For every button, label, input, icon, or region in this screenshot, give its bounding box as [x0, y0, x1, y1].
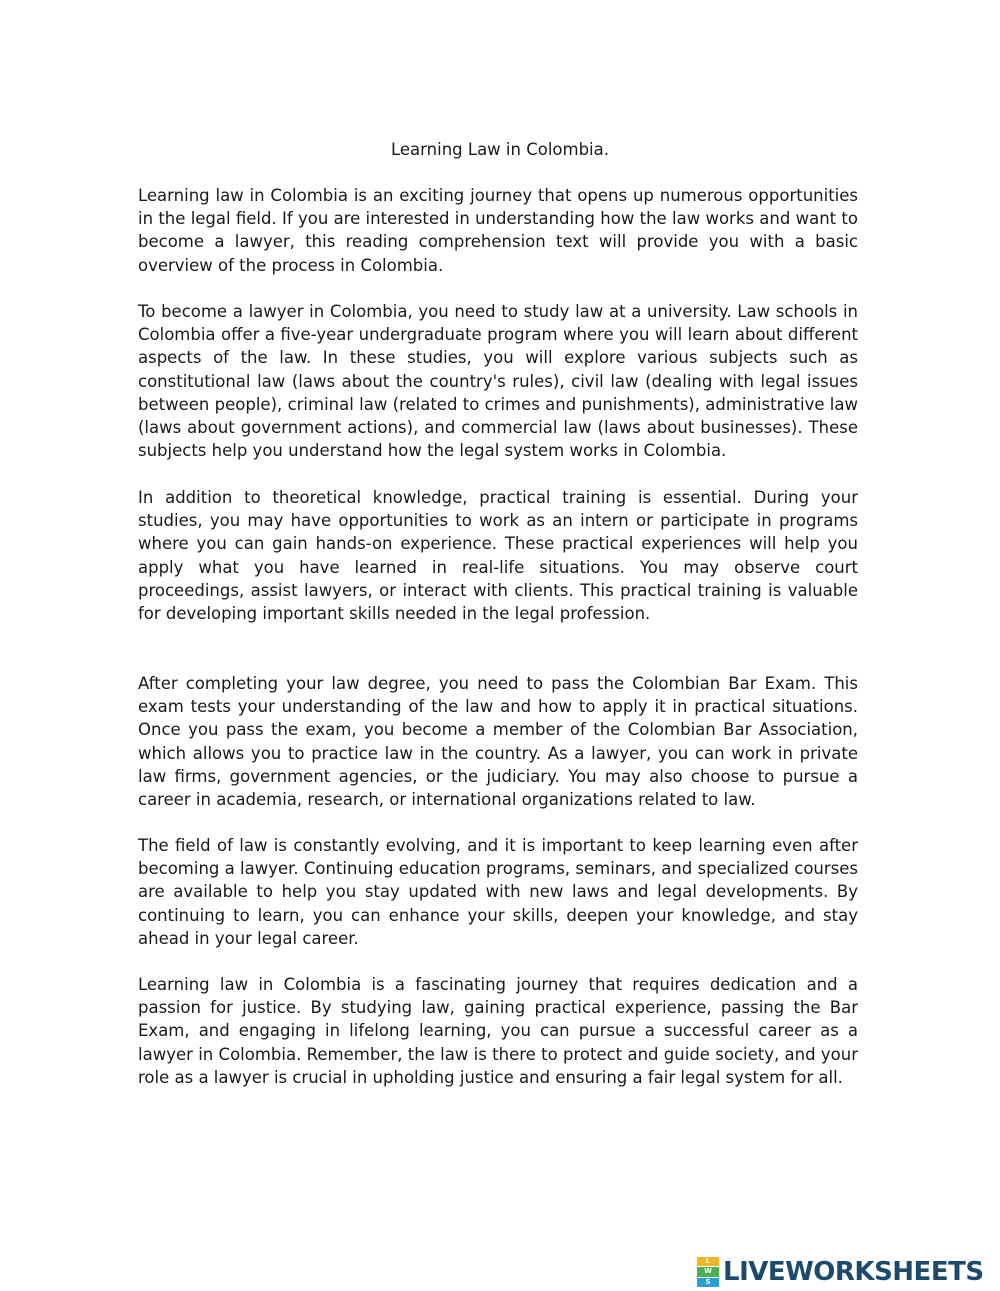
liveworksheets-brand [697, 1255, 984, 1289]
paragraph-practical-training: In addition to theoretical knowledge, practical training is essential. During your studies, you may have opportunities to work as an intern or participate in programs where you can gain hands-on experience. These practical experiences will help you apply what you have learned in real-life situations. You may observe court proceedings, assist lawyers, or interact with clients. This practical training is valuable for developing important skills needed in the legal profession. [138, 488, 858, 624]
paragraph-conclusion: Learning law in Colombia is a fascinating journey that requires dedication and a passion for justice. By studying law, gaining practical experience, passing the Bar Exam, and engaging in lifelong learning, you can pursue a successful career as a lawyer in Colombia. Remember, the law is there to protect and guide society, and your role as a lawyer is crucial in upholding justice and ensuring a fair legal system for all. [138, 975, 858, 1087]
paragraph-continuing-education: The field of law is constantly evolving, and it is important to keep learning even after becoming a lawyer. Continuing education programs, seminars, and specialized courses are available to help you stay updated with new laws and legal developments. By continuing to learn, you can enhance your skills, deepen your knowledge, and stay ahead in your legal career. [138, 836, 858, 948]
paragraph-intro: Learning law in Colombia is an exciting journey that opens up numerous opportunities in the legal field. If you are interested in understanding how the law works and want to become a lawyer, this reading comprehension text will provide you with a basic overview of the process in Colombia. [138, 186, 858, 275]
logo-square-w: W [697, 1267, 719, 1276]
document-title: Learning Law in Colombia. [391, 140, 609, 159]
liveworksheets-logo-icon [697, 1257, 719, 1287]
logo-square-s: S [697, 1278, 719, 1287]
paragraph-bar-exam: After completing your law degree, you need to pass the Colombian Bar Exam. This exam tests your understanding of the law and how to apply it in practical situations. Once you pass the exam, you become a member of the Colombian Bar Association, which allows you to practice law in the country. As a lawyer, you can work in private law firms, government agencies, or the judiciary. You may also choose to pursue a career in academia, research, or international organizations related to law. [138, 674, 858, 810]
brand-name: LIVEWORKSHEETS [723, 1257, 984, 1287]
paragraph-study: To become a lawyer in Colombia, you need to study law at a university. Law schools in Colombia offer a five-year undergraduate program where you will learn about different aspects of the law. In these studies, you will explore various subjects such as constitutional law (laws about the country's rules), civil law (dealing with legal issues between people), criminal law (related to crimes and punishments), administrative law (laws about government actions), and commercial law (laws about businesses). These subjects help you understand how the legal system works in Colombia. [138, 302, 858, 461]
logo-square-l: L [697, 1257, 719, 1266]
